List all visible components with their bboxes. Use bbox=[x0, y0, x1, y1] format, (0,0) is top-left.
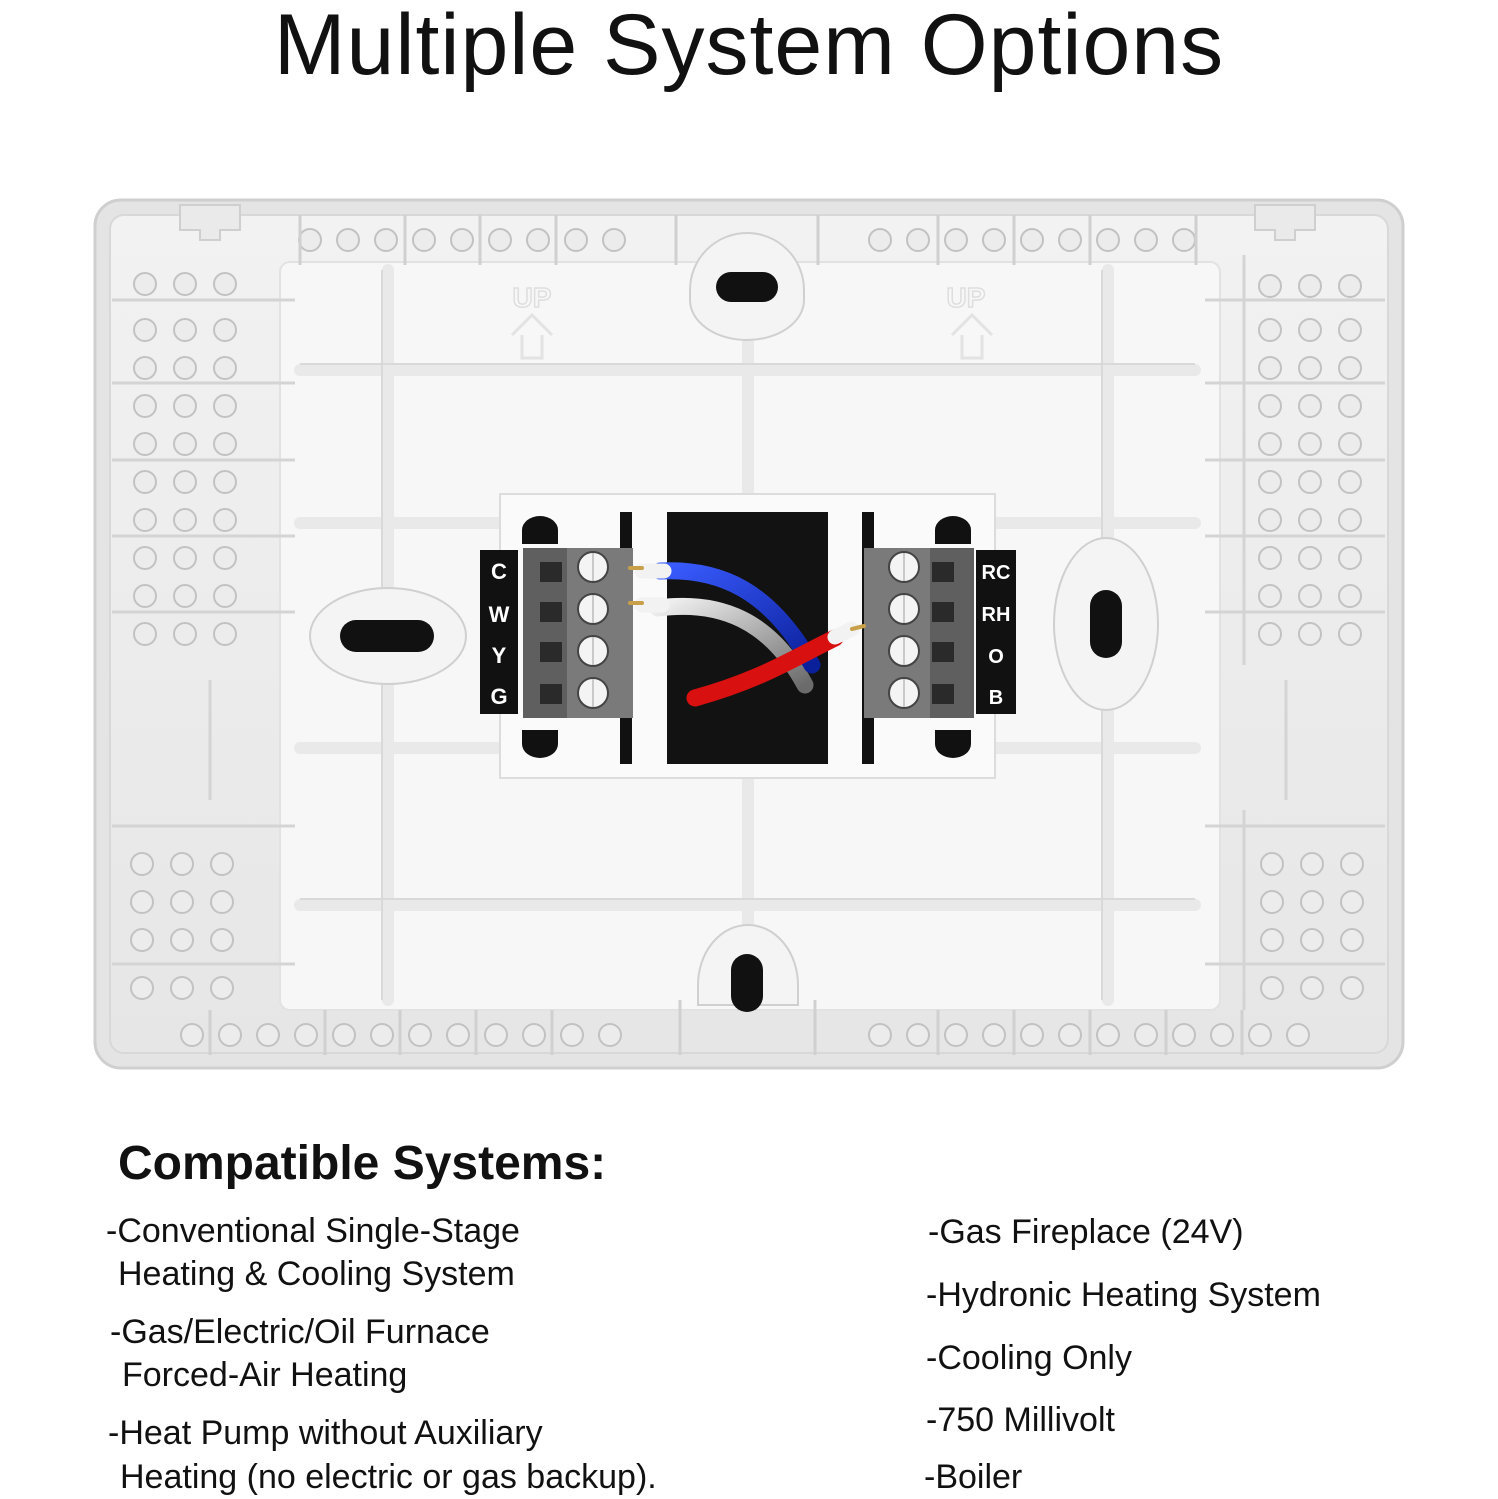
page-title: Multiple System Options bbox=[273, 0, 1225, 93]
terminal-label: O bbox=[988, 646, 1004, 668]
terminal-label: Y bbox=[491, 643, 507, 668]
terminal-block-left bbox=[523, 548, 633, 718]
terminal-label: RC bbox=[981, 562, 1011, 584]
compatible-system-item: Heating & Cooling System bbox=[118, 1255, 515, 1293]
terminal-labels-right bbox=[976, 550, 1016, 714]
terminal-label: B bbox=[988, 687, 1004, 709]
compatible-system-item: -Boiler bbox=[924, 1458, 1023, 1496]
compatible-system-item: -Gas/Electric/Oil Furnace bbox=[110, 1313, 490, 1351]
terminal-label: C bbox=[491, 559, 507, 584]
terminal-block-right bbox=[864, 548, 974, 718]
terminal-label: W bbox=[488, 602, 510, 627]
compatible-system-item: -Conventional Single-Stage bbox=[106, 1212, 520, 1250]
up-label: UP bbox=[946, 282, 986, 313]
up-label: UP bbox=[512, 282, 552, 313]
terminal-label: G bbox=[490, 684, 508, 709]
compatible-system-item: -Cooling Only bbox=[926, 1339, 1132, 1377]
compatible-system-item: Heating (no electric or gas backup). bbox=[120, 1458, 657, 1496]
compatible-system-item: -750 Millivolt bbox=[926, 1401, 1115, 1439]
terminal-labels-left bbox=[480, 550, 518, 714]
terminal-label: RH bbox=[981, 604, 1011, 626]
compatible-systems-heading: Compatible Systems: bbox=[118, 1137, 607, 1190]
compatible-system-item: -Gas Fireplace (24V) bbox=[928, 1213, 1244, 1251]
compatible-system-item: Forced-Air Heating bbox=[122, 1356, 408, 1394]
compatible-system-item: -Hydronic Heating System bbox=[926, 1276, 1321, 1314]
compatible-system-item: -Heat Pump without Auxiliary bbox=[108, 1414, 543, 1452]
